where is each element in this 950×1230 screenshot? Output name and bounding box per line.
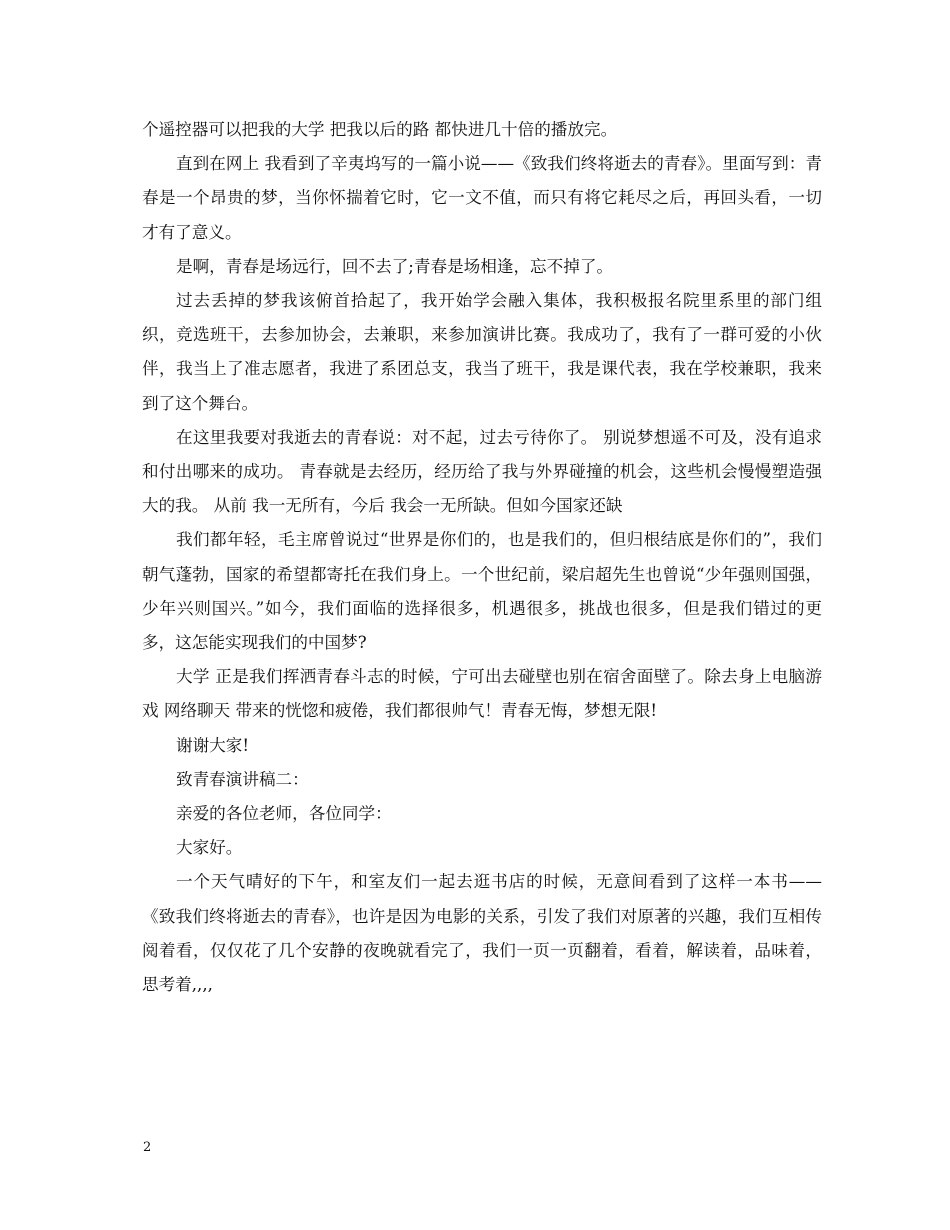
paragraph-5: 在这里我要对我逝去的青春说：对不起，过去亏待你了。 别说梦想遥不可及，没有追求和付出哪来的成功。 青春就是去经历，经历给了我与外界碰撞的机会，这些机会慢慢塑造强大的我。 从前 我一无所有，今后 我会一无所缺。但如今国家还缺 bbox=[142, 427, 822, 516]
paragraph-1: 个遥控器可以把我的大学 把我以后的路 都快进几十倍的播放完。 bbox=[142, 120, 618, 139]
paragraph-8: 谢谢大家! bbox=[176, 735, 250, 755]
paragraph-7: 大学 正是我们挥洒青春斗志的时候，宁可出去碰壁也别在宿舍面壁了。除去身上电脑游戏 网络聊天 带来的恍惚和疲倦，我们都很帅气！青春无悔，梦想无限! bbox=[142, 667, 822, 721]
paragraph-9: 致青春演讲稿二： bbox=[176, 769, 309, 789]
paragraph-4: 过去丢掉的梦我该俯首拾起了，我开始学会融入集体，我积极报名院里系里的部门组织，竞选班干，去参加协会，去兼职，来参加演讲比赛。我成功了，我有了一群可爱的小伙伴，我当上了准志愿者，我进了系团总支，我当了班干，我是课代表，我在学校兼职，我来到了这个舞台。 bbox=[142, 291, 822, 413]
paragraph-10: 亲爱的各位老师，各位同学： bbox=[176, 804, 392, 824]
paragraph-2: 直到在网上 我看到了辛夷坞写的一篇小说——《致我们终将逝去的青春》。里面写到：青春是一个昂贵的梦，当你怀揣着它时，它一文不值，而只有将它耗尽之后，再回头看，一切才有了意义。 bbox=[142, 154, 822, 242]
paragraph-11: 大家好。 bbox=[176, 838, 243, 858]
document-body bbox=[142, 113, 822, 1002]
paragraph-3: 是啊，青春是场远行，回不去了;青春是场相逢，忘不掉了。 bbox=[176, 256, 614, 276]
page-number: 2 bbox=[143, 1140, 152, 1155]
paragraph-12: 一个天气晴好的下午，和室友们一起去逛书店的时候，无意间看到了这样一本书——《致我们终将逝去的青春》，也许是因为电影的关系，引发了我们对原著的兴趣，我们互相传阅着看，仅仅花了几个安静的夜晚就看完了，我们一页一页翻着，看着，解读着，品味着，思考着,,,, bbox=[142, 872, 822, 995]
paragraph-6: 我们都年轻，毛主席曾说过“世界是你们的，也是我们的，但归根结底是你们的”，我们朝气蓬勃，国家的希望都寄托在我们身上。一个世纪前，梁启超先生也曾说“少年强则国强，少年兴则国兴。”如今，我们面临的选择很多，机遇很多，挑战也很多，但是我们错过的更多，这怎能实现我们的中国梦? bbox=[142, 530, 822, 653]
